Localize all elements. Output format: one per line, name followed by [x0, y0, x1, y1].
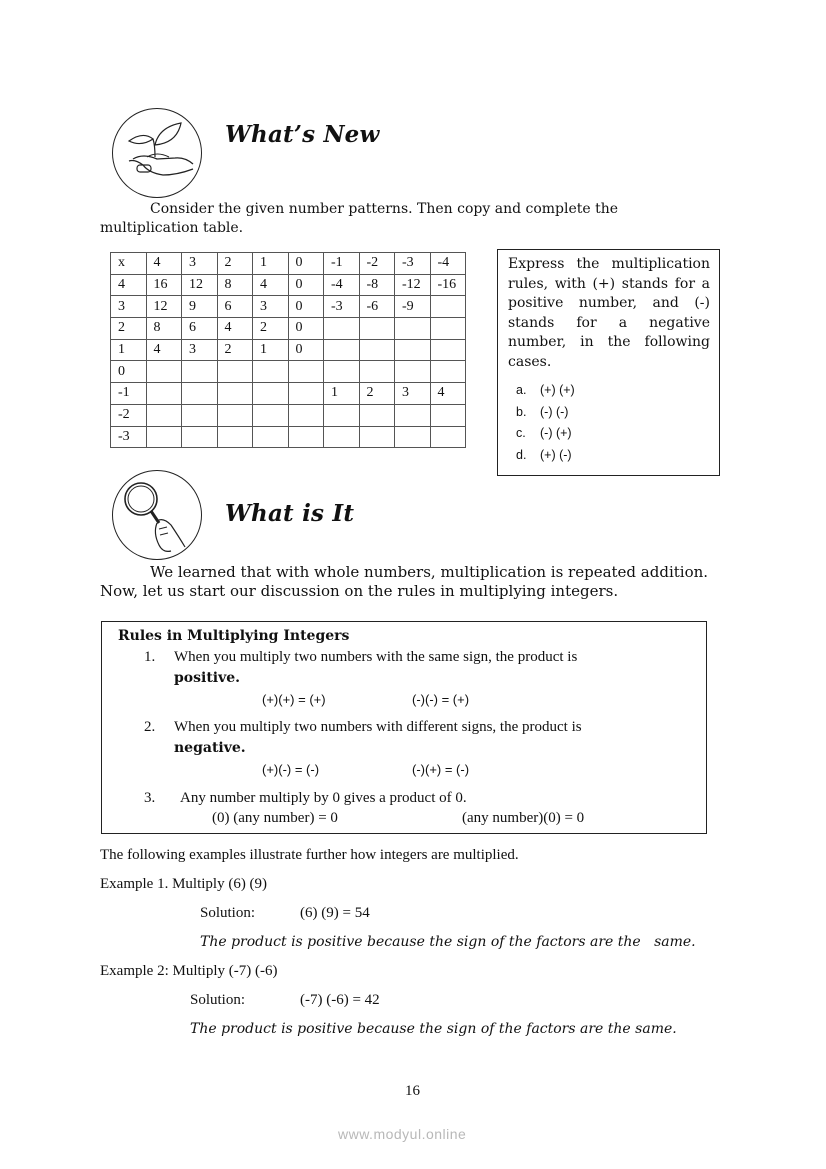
examples-intro: The following examples illustrate further how integers are multiplied.: [100, 847, 519, 863]
row-factor-cell: 3: [111, 296, 147, 318]
rule-formula: (-)(+) = (-): [412, 762, 470, 777]
product-cell: [430, 404, 466, 426]
table-row: [111, 426, 466, 448]
example-note: The product is positive because the sign of the factors are the same.: [190, 1021, 677, 1037]
product-cell: [395, 318, 431, 340]
rule-text: Any number multiply by 0 gives a product of 0.: [180, 790, 467, 806]
row-factor-cell: x: [111, 253, 147, 275]
rule-formula: (+)(-) = (-): [262, 762, 320, 777]
product-cell: [324, 361, 360, 383]
column-factor-cell: 4: [146, 253, 182, 275]
product-cell: [217, 404, 253, 426]
rule-formula: (any number)(0) = 0: [462, 810, 585, 826]
product-cell: 12: [182, 274, 218, 296]
column-factor-cell: 1: [253, 253, 289, 275]
multiplication-table: [110, 252, 466, 448]
product-cell: [324, 426, 360, 448]
solution-label: Solution:: [200, 905, 256, 921]
row-factor-cell: 2: [111, 318, 147, 340]
product-cell: [430, 339, 466, 361]
product-cell: [288, 383, 324, 405]
rule-emphasis: positive.: [174, 670, 241, 686]
product-cell: 2: [253, 318, 289, 340]
intro-paragraph-line2: multiplication table.: [100, 220, 244, 236]
product-cell: 16: [146, 274, 182, 296]
product-cell: [146, 361, 182, 383]
rule-emphasis: negative.: [174, 740, 246, 756]
product-cell: -4: [324, 274, 360, 296]
product-cell: [395, 339, 431, 361]
case-label: d.: [516, 447, 527, 462]
row-factor-cell: 0: [111, 361, 147, 383]
case-text: (+) (+): [540, 383, 575, 397]
section-title-whats-new: What’s New: [225, 121, 380, 148]
product-cell: [430, 318, 466, 340]
product-cell: [182, 383, 218, 405]
section-title-what-is-it: What is It: [225, 500, 355, 527]
instruction-line: cases.: [508, 353, 552, 370]
row-factor-cell: 1: [111, 339, 147, 361]
intro-paragraph-line1: Consider the given number patterns. Then copy and complete the: [150, 201, 619, 217]
product-cell: -3: [324, 296, 360, 318]
column-factor-cell: -3: [395, 253, 431, 275]
product-cell: [359, 318, 395, 340]
product-cell: 0: [288, 274, 324, 296]
instruction-line: rules, with (+) stands for a: [508, 275, 710, 292]
product-cell: [182, 361, 218, 383]
case-text: (-) (-): [540, 404, 569, 419]
product-cell: 2: [217, 339, 253, 361]
solution-value: (-7) (-6) = 42: [300, 992, 380, 1008]
plant-in-hand-icon: [112, 108, 202, 198]
discussion-line1: We learned that with whole numbers, multiplication is repeated addition.: [150, 563, 709, 581]
rule-number: 3.: [144, 790, 156, 806]
product-cell: [359, 426, 395, 448]
instruction-line: positive number, and (-): [508, 295, 710, 311]
example-heading: Example 2: Multiply (-7) (-6): [100, 963, 278, 979]
column-factor-cell: 2: [217, 253, 253, 275]
product-cell: [395, 404, 431, 426]
product-cell: 3: [182, 339, 218, 361]
product-cell: 2: [359, 383, 395, 405]
rule-formula: (0) (any number) = 0: [212, 810, 338, 826]
example-note: The product is positive because the sign of the factors are the same.: [200, 934, 696, 950]
discussion-line2: Now, let us start our discussion on the rules in multiplying integers.: [100, 582, 619, 600]
product-cell: [217, 383, 253, 405]
product-cell: 4: [217, 318, 253, 340]
product-cell: 8: [217, 274, 253, 296]
case-label: c.: [516, 426, 526, 440]
product-cell: [359, 361, 395, 383]
product-cell: [359, 339, 395, 361]
rule-text: When you multiply two numbers with the same sign, the product is: [174, 649, 578, 665]
product-cell: [217, 426, 253, 448]
case-text: (-) (+): [540, 426, 572, 440]
rule-number: 1.: [144, 649, 156, 665]
rule-formula: (-)(-) = (+): [412, 692, 470, 707]
table-row: [111, 339, 466, 361]
table-row: [111, 361, 466, 383]
product-cell: 6: [182, 318, 218, 340]
instruction-line: Express the multiplication: [508, 256, 710, 272]
instruction-line: stands for a negative: [508, 314, 710, 331]
product-cell: [395, 361, 431, 383]
product-cell: [430, 361, 466, 383]
product-cell: 3: [253, 296, 289, 318]
product-cell: -9: [395, 296, 431, 318]
product-cell: -8: [359, 274, 395, 296]
case-item: [516, 426, 575, 448]
table-row: [111, 274, 466, 296]
product-cell: [253, 383, 289, 405]
rules-title: Rules in Multiplying Integers: [118, 628, 350, 644]
example-heading: Example 1. Multiply (6) (9): [100, 876, 268, 892]
product-cell: [395, 426, 431, 448]
product-cell: 0: [288, 318, 324, 340]
case-item: [516, 383, 575, 405]
product-cell: [288, 426, 324, 448]
column-factor-cell: -4: [430, 253, 466, 275]
rule-number: 2.: [144, 719, 156, 735]
magnifying-glass-icon: [112, 470, 202, 560]
column-factor-cell: -2: [359, 253, 395, 275]
case-text: (+) (-): [540, 447, 572, 462]
column-factor-cell: 3: [182, 253, 218, 275]
product-cell: [146, 404, 182, 426]
instruction-line: number, in the following: [508, 334, 710, 350]
product-cell: [146, 426, 182, 448]
solution-label: Solution:: [190, 992, 246, 1008]
product-cell: 12: [146, 296, 182, 318]
product-cell: [359, 404, 395, 426]
product-cell: [288, 404, 324, 426]
row-factor-cell: 4: [111, 274, 147, 296]
product-cell: [146, 383, 182, 405]
page-number: 16: [405, 1083, 420, 1099]
table-row: [111, 383, 466, 405]
product-cell: [253, 404, 289, 426]
product-cell: 1: [253, 339, 289, 361]
table-header-row: [111, 253, 466, 275]
solution-value: (6) (9) = 54: [300, 905, 370, 921]
product-cell: -12: [395, 274, 431, 296]
product-cell: 4: [430, 383, 466, 405]
product-cell: -16: [430, 274, 466, 296]
product-cell: [288, 361, 324, 383]
watermark: www.modyul.online: [338, 1126, 467, 1142]
product-cell: 0: [288, 339, 324, 361]
product-cell: [324, 339, 360, 361]
product-cell: 8: [146, 318, 182, 340]
product-cell: 9: [182, 296, 218, 318]
table-row: [111, 296, 466, 318]
product-cell: 6: [217, 296, 253, 318]
table-row: [111, 404, 466, 426]
product-cell: [217, 361, 253, 383]
product-cell: 3: [395, 383, 431, 405]
table-row: [111, 318, 466, 340]
product-cell: [182, 426, 218, 448]
rule-formula: (+)(+) = (+): [262, 692, 326, 707]
column-factor-cell: -1: [324, 253, 360, 275]
product-cell: -6: [359, 296, 395, 318]
case-item: [516, 448, 575, 470]
rules-box: [101, 621, 707, 834]
product-cell: [182, 404, 218, 426]
case-label: b.: [516, 404, 527, 419]
product-cell: [253, 426, 289, 448]
case-item: [516, 405, 575, 427]
product-cell: 0: [288, 296, 324, 318]
product-cell: [324, 318, 360, 340]
row-factor-cell: -1: [111, 383, 147, 405]
rule-text: When you multiply two numbers with different signs, the product is: [174, 719, 582, 735]
product-cell: 4: [253, 274, 289, 296]
row-factor-cell: -2: [111, 404, 147, 426]
product-cell: [430, 296, 466, 318]
row-factor-cell: -3: [111, 426, 147, 448]
product-cell: [324, 404, 360, 426]
product-cell: [253, 361, 289, 383]
product-cell: 4: [146, 339, 182, 361]
case-label: a.: [516, 383, 527, 397]
column-factor-cell: 0: [288, 253, 324, 275]
product-cell: 1: [324, 383, 360, 405]
product-cell: [430, 426, 466, 448]
instruction-box: [497, 249, 720, 476]
